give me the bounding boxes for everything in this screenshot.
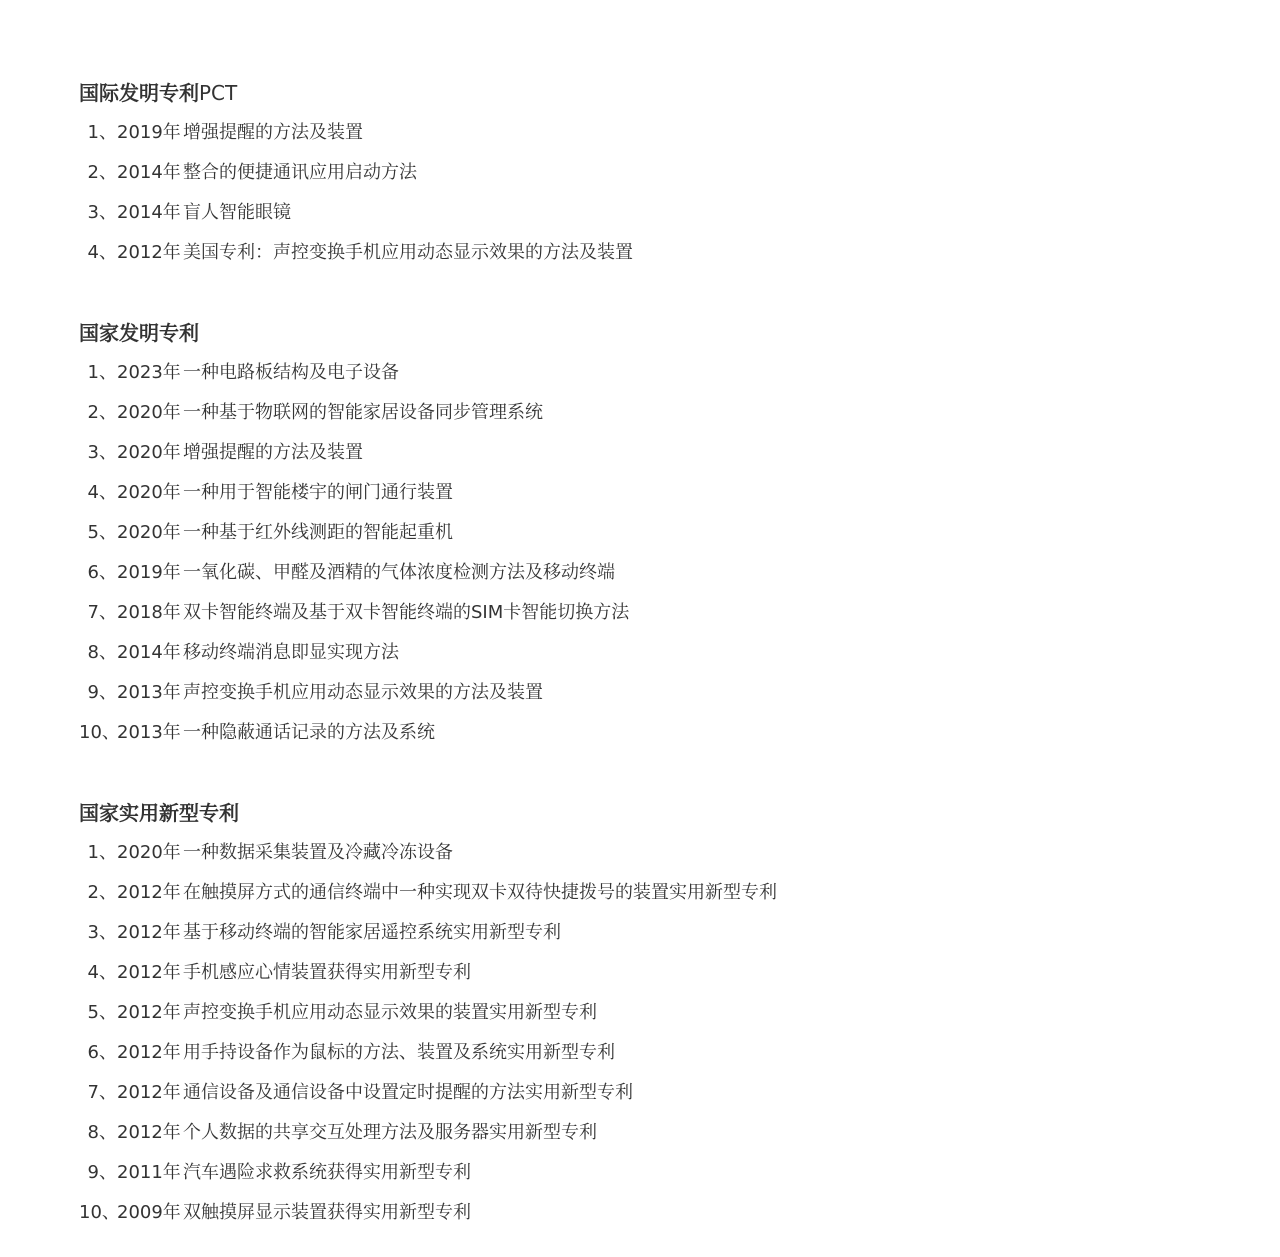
item-number: 2、 [87, 882, 117, 903]
section-title [79, 793, 1229, 833]
item-number: 7、 [87, 602, 117, 623]
list-item [79, 953, 1229, 993]
item-number: 9、 [87, 1162, 117, 1183]
item-number: 6、 [87, 1042, 117, 1063]
item-year: 2012年 [117, 962, 181, 983]
item-title: 一种电路板结构及电子设备 [183, 362, 399, 383]
list-item [79, 433, 1229, 473]
item-title: 双卡智能终端及基于双卡智能终端的SIM卡智能切换方法 [183, 602, 630, 623]
item-title: 手机感应心情装置获得实用新型专利 [183, 962, 471, 983]
item-number: 10、 [79, 1202, 120, 1223]
section-title-main: 国家发明专利 [79, 321, 199, 345]
item-year: 2012年 [117, 882, 181, 903]
item-year: 2012年 [117, 1122, 181, 1143]
item-year: 2014年 [117, 642, 181, 663]
item-title: 增强提醒的方法及装置 [183, 442, 363, 463]
list-item [79, 993, 1229, 1033]
section-pct-patents [79, 73, 1229, 273]
item-number: 2、 [87, 402, 117, 423]
item-year: 2020年 [117, 842, 181, 863]
item-year: 2020年 [117, 442, 181, 463]
list-item [79, 1073, 1229, 1113]
item-title: 汽车遇险求救系统获得实用新型专利 [183, 1162, 471, 1183]
item-year: 2012年 [117, 242, 181, 263]
item-number: 7、 [87, 1082, 117, 1103]
item-year: 2014年 [117, 162, 181, 183]
item-title: 一种基于物联网的智能家居设备同步管理系统 [183, 402, 543, 423]
item-number: 2、 [87, 162, 117, 183]
item-year: 2019年 [117, 562, 181, 583]
item-number: 5、 [87, 522, 117, 543]
item-number: 6、 [87, 562, 117, 583]
list-item [79, 1153, 1229, 1193]
item-year: 2020年 [117, 522, 181, 543]
list-item [79, 713, 1229, 753]
item-title: 移动终端消息即显实现方法 [183, 642, 399, 663]
item-title: 声控变换手机应用动态显示效果的装置实用新型专利 [183, 1002, 597, 1023]
item-year: 2011年 [117, 1162, 181, 1183]
list-item [79, 913, 1229, 953]
section-title-main: 国际发明专利 [79, 81, 199, 105]
item-title: 在触摸屏方式的通信终端中一种实现双卡双待快捷拨号的装置实用新型专利 [183, 882, 777, 903]
item-year: 2018年 [117, 602, 181, 623]
item-year: 2013年 [117, 682, 181, 703]
item-title: 双触摸屏显示装置获得实用新型专利 [183, 1202, 471, 1223]
list-item [79, 633, 1229, 673]
item-year: 2023年 [117, 362, 181, 383]
item-title: 盲人智能眼镜 [183, 202, 291, 223]
section-national-invention-patents [79, 313, 1229, 753]
item-title: 一种基于红外线测距的智能起重机 [183, 522, 453, 543]
list-item [79, 193, 1229, 233]
list-item [79, 473, 1229, 513]
item-year: 2020年 [117, 402, 181, 423]
item-title: 通信设备及通信设备中设置定时提醒的方法实用新型专利 [183, 1082, 633, 1103]
item-title: 一种隐蔽通话记录的方法及系统 [183, 722, 435, 743]
item-year: 2013年 [117, 722, 181, 743]
item-title: 一种用于智能楼宇的闸门通行装置 [183, 482, 453, 503]
list-item [79, 1113, 1229, 1153]
list-item [79, 1193, 1229, 1233]
item-number: 8、 [87, 642, 117, 663]
item-number: 4、 [87, 482, 117, 503]
list-item [79, 593, 1229, 633]
item-year: 2012年 [117, 1082, 181, 1103]
item-year: 2020年 [117, 482, 181, 503]
section-title-main: 国家实用新型专利 [79, 801, 239, 825]
item-title: 基于移动终端的智能家居遥控系统实用新型专利 [183, 922, 561, 943]
item-number: 1、 [87, 122, 117, 143]
item-number: 9、 [87, 682, 117, 703]
list-item [79, 833, 1229, 873]
item-year: 2012年 [117, 922, 181, 943]
section-title [79, 313, 1229, 353]
item-number: 3、 [87, 922, 117, 943]
item-year: 2012年 [117, 1042, 181, 1063]
item-year: 2009年 [117, 1202, 181, 1223]
item-number: 4、 [87, 962, 117, 983]
item-number: 4、 [87, 242, 117, 263]
item-number: 1、 [87, 362, 117, 383]
item-title: 用手持设备作为鼠标的方法、装置及系统实用新型专利 [183, 1042, 615, 1063]
list-item [79, 673, 1229, 713]
item-title: 个人数据的共享交互处理方法及服务器实用新型专利 [183, 1122, 597, 1143]
item-title: 美国专利：声控变换手机应用动态显示效果的方法及装置 [183, 242, 633, 263]
item-number: 5、 [87, 1002, 117, 1023]
list-item [79, 1033, 1229, 1073]
list-item [79, 553, 1229, 593]
list-item [79, 873, 1229, 913]
item-year: 2019年 [117, 122, 181, 143]
list-item [79, 353, 1229, 393]
item-title: 声控变换手机应用动态显示效果的方法及装置 [183, 682, 543, 703]
list-item [79, 393, 1229, 433]
item-year: 2014年 [117, 202, 181, 223]
item-number: 3、 [87, 202, 117, 223]
item-year: 2012年 [117, 1002, 181, 1023]
section-title-suffix: PCT [199, 81, 238, 105]
item-title: 整合的便捷通讯应用启动方法 [183, 162, 417, 183]
section-utility-model-patents [79, 793, 1229, 1233]
list-item [79, 113, 1229, 153]
section-title [79, 73, 1229, 113]
item-number: 3、 [87, 442, 117, 463]
list-item [79, 513, 1229, 553]
item-number: 1、 [87, 842, 117, 863]
list-item [79, 233, 1229, 273]
item-title: 一氧化碳、甲醛及酒精的气体浓度检测方法及移动终端 [183, 562, 615, 583]
item-number: 10、 [79, 722, 120, 743]
item-number: 8、 [87, 1122, 117, 1143]
item-title: 一种数据采集装置及冷藏冷冻设备 [183, 842, 453, 863]
list-item [79, 153, 1229, 193]
item-title: 增强提醒的方法及装置 [183, 122, 363, 143]
